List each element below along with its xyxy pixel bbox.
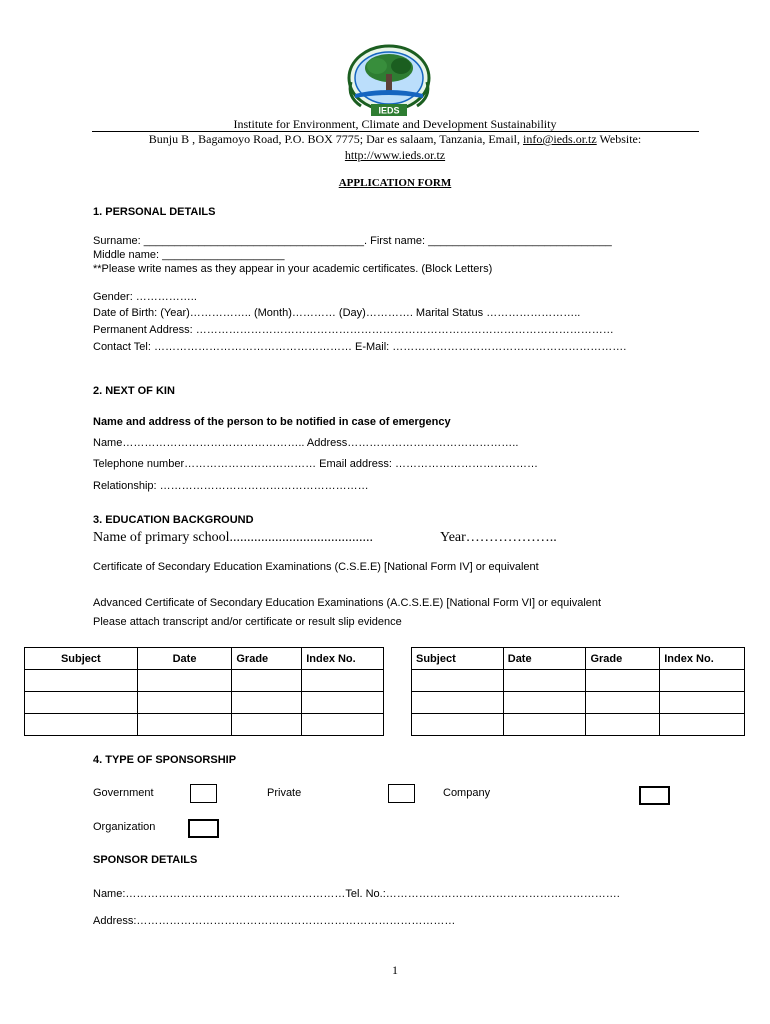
table-row [25, 714, 384, 736]
organization-checkbox[interactable] [188, 819, 219, 838]
kin-subheading: Name and address of the person to be notified in case of emergency [93, 416, 451, 428]
form-title: APPLICATION FORM [338, 177, 452, 189]
table-cell[interactable] [586, 714, 660, 736]
table-cell[interactable] [586, 692, 660, 714]
table-cell[interactable] [503, 670, 586, 692]
permanent-address-field[interactable]: Permanent Address: …………………………………………………………………………………………………… [93, 324, 614, 336]
col-grade: Grade [586, 648, 660, 670]
ieds-logo-icon [343, 42, 435, 118]
private-label: Private [267, 787, 302, 799]
company-label: Company [443, 787, 491, 799]
attach-line: Please attach transcript and/or certificate or result slip evidence [93, 616, 402, 628]
table-cell[interactable] [232, 670, 302, 692]
table-cell[interactable] [412, 670, 504, 692]
sponsor-address-field[interactable]: Address:…………………………………………………………………………… [93, 915, 456, 927]
contact-field[interactable]: Contact Tel: ……………………………………………… E-Mail: ………………………………………………………. [93, 341, 627, 353]
email-link[interactable]: info@ieds.or.tz [523, 132, 597, 146]
table-cell[interactable] [25, 692, 138, 714]
table-cell[interactable] [503, 714, 586, 736]
acsee-line: Advanced Certificate of Secondary Education Examinations (A.C.S.E.E) [National Form VI] or equivalent [93, 597, 602, 609]
table-row [25, 670, 384, 692]
institute-address [0, 132, 770, 147]
address-text: Bunju B , Bagamoyo Road, P.O. BOX 7775; Dar es salaam, Tanzania, Email, [148, 132, 523, 146]
table-cell[interactable] [137, 714, 232, 736]
government-label: Government [93, 787, 154, 799]
middle-name-field[interactable]: Middle name: ____________________ [93, 249, 285, 261]
company-checkbox[interactable] [639, 786, 670, 805]
table-header-row [25, 648, 384, 670]
table-row [25, 692, 384, 714]
results-table-left [24, 647, 384, 736]
institute-name: Institute for Environment, Climate and Development Sustainability [233, 117, 557, 131]
gender-field[interactable]: Gender: …………….. [93, 291, 197, 303]
table-row [412, 692, 745, 714]
organization-label: Organization [93, 821, 156, 833]
col-subject: Subject [25, 648, 138, 670]
results-table-right [411, 647, 745, 736]
primary-year-field[interactable]: Year……………….. [440, 530, 557, 545]
table-cell[interactable] [302, 670, 384, 692]
website-link[interactable]: http://www.ieds.or.tz [344, 148, 446, 162]
private-checkbox[interactable] [388, 784, 415, 803]
website-label: Website: [596, 132, 642, 146]
education-heading: 3. EDUCATION BACKGROUND [93, 514, 254, 526]
logo-text: IEDS [378, 105, 400, 116]
sponsorship-heading: 4. TYPE OF SPONSORSHIP [93, 754, 237, 766]
names-note: **Please write names as they appear in your academic certificates. (Block Letters) [93, 263, 493, 275]
table-cell[interactable] [412, 692, 504, 714]
table-cell[interactable] [586, 670, 660, 692]
col-index: Index No. [302, 648, 384, 670]
table-cell[interactable] [660, 692, 745, 714]
page-number: 1 [392, 963, 398, 977]
table-cell[interactable] [503, 692, 586, 714]
dob-field[interactable]: Date of Birth: (Year)…………….. (Month)………… (Day)…………. Marital Status …………………….. [93, 307, 581, 319]
table-cell[interactable] [25, 670, 138, 692]
kin-name-field[interactable]: Name………………………………………….. Address……………………………………….. [93, 437, 519, 449]
col-date: Date [503, 648, 586, 670]
sponsor-name-field[interactable]: Name:……………………………………………………Tel. No.:………………………………………………………. [93, 888, 620, 900]
table-cell[interactable] [302, 714, 384, 736]
table-row [412, 714, 745, 736]
col-grade: Grade [232, 648, 302, 670]
table-cell[interactable] [412, 714, 504, 736]
sponsor-details-heading: SPONSOR DETAILS [93, 854, 198, 866]
personal-details-heading: 1. PERSONAL DETAILS [93, 206, 216, 218]
institute-website [0, 148, 770, 163]
table-cell[interactable] [137, 670, 232, 692]
next-of-kin-heading: 2. NEXT OF KIN [93, 385, 175, 397]
kin-relationship-field[interactable]: Relationship: ………………………………………………… [93, 480, 369, 492]
table-cell[interactable] [25, 714, 138, 736]
table-cell[interactable] [660, 670, 745, 692]
col-date: Date [137, 648, 232, 670]
table-cell[interactable] [232, 692, 302, 714]
table-cell[interactable] [660, 714, 745, 736]
table-cell[interactable] [137, 692, 232, 714]
table-cell[interactable] [232, 714, 302, 736]
table-header-row [412, 648, 745, 670]
government-checkbox[interactable] [190, 784, 217, 803]
csee-line: Certificate of Secondary Education Examinations (C.S.E.E) [National Form IV] or equivalent [93, 561, 539, 573]
col-subject: Subject [412, 648, 504, 670]
surname-field[interactable]: Surname: ____________________________________. First name: ______________________________ [93, 235, 612, 247]
table-row [412, 670, 745, 692]
table-cell[interactable] [302, 692, 384, 714]
col-index: Index No. [660, 648, 745, 670]
primary-school-field[interactable]: Name of primary school......................................... [93, 530, 373, 545]
kin-phone-field[interactable]: Telephone number……………………………… Email address: ………………………………… [93, 458, 538, 470]
